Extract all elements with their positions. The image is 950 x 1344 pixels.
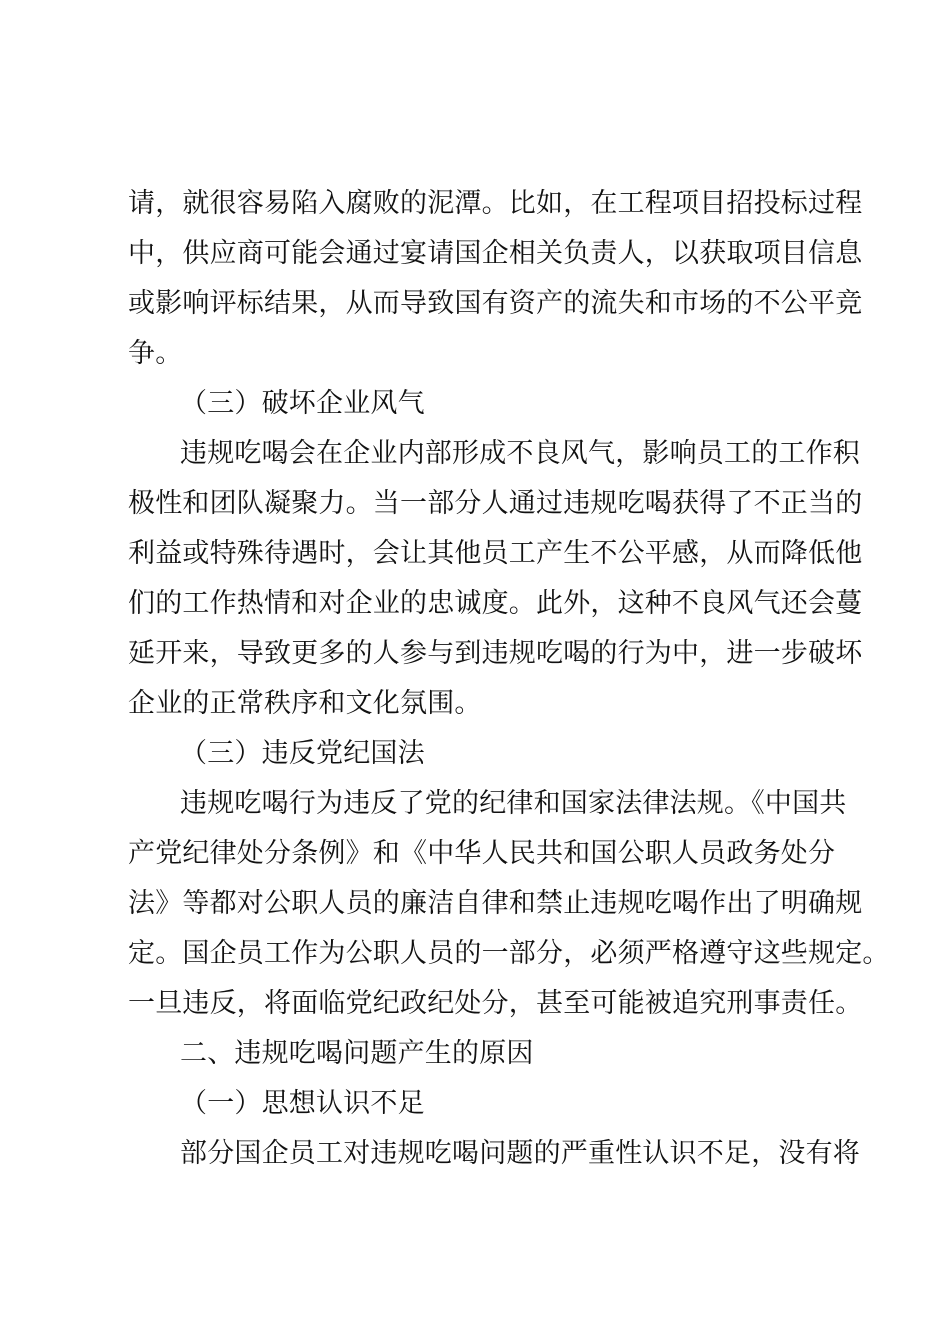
paragraph-first-line: 违规吃喝会在企业内部形成不良风气，影响员工的工作积 [180, 438, 860, 469]
body-text-line: 企业的正常秩序和文化氛围。 [128, 688, 482, 719]
body-text-line: 中，供应商可能会通过宴请国企相关负责人，以获取项目信息 [128, 238, 863, 269]
body-text-line: 法》等都对公职人员的廉洁自律和禁止违规吃喝作出了明确规 [128, 888, 863, 919]
section-heading: （三）违反党纪国法 [180, 738, 425, 769]
body-text-line: 产党纪律处分条例》和《中华人民共和国公职人员政务处分 [128, 838, 836, 869]
body-text-line: 利益或特殊待遇时，会让其他员工产生不公平感，从而降低他 [128, 538, 863, 569]
section-heading: （三）破坏企业风气 [180, 388, 425, 419]
section-heading: （一）思想认识不足 [180, 1088, 425, 1119]
body-text-line: 定。国企员工作为公职人员的一部分，必须严格遵守这些规定。 [128, 938, 890, 969]
body-text-line: 延开来，导致更多的人参与到违规吃喝的行为中，进一步破坏 [128, 638, 863, 669]
body-text-line: 或影响评标结果，从而导致国有资产的流失和市场的不公平竞 [128, 288, 863, 319]
body-text-line: 一旦违反，将面临党纪政纪处分，甚至可能被追究刑事责任。 [128, 988, 863, 1019]
chapter-heading: 二、违规吃喝问题产生的原因 [180, 1038, 534, 1069]
body-text-line: 们的工作热情和对企业的忠诚度。此外，这种不良风气还会蔓 [128, 588, 863, 619]
paragraph-first-line: 部分国企员工对违规吃喝问题的严重性认识不足，没有将 [180, 1138, 860, 1169]
paragraph-first-line: 违规吃喝行为违反了党的纪律和国家法律法规。《中国共 [180, 788, 847, 819]
body-text-line: 请，就很容易陷入腐败的泥潭。比如，在工程项目招投标过程 [128, 188, 863, 219]
body-text-line: 争。 [128, 338, 183, 369]
body-text-line: 极性和团队凝聚力。当一部分人通过违规吃喝获得了不正当的 [128, 488, 863, 519]
